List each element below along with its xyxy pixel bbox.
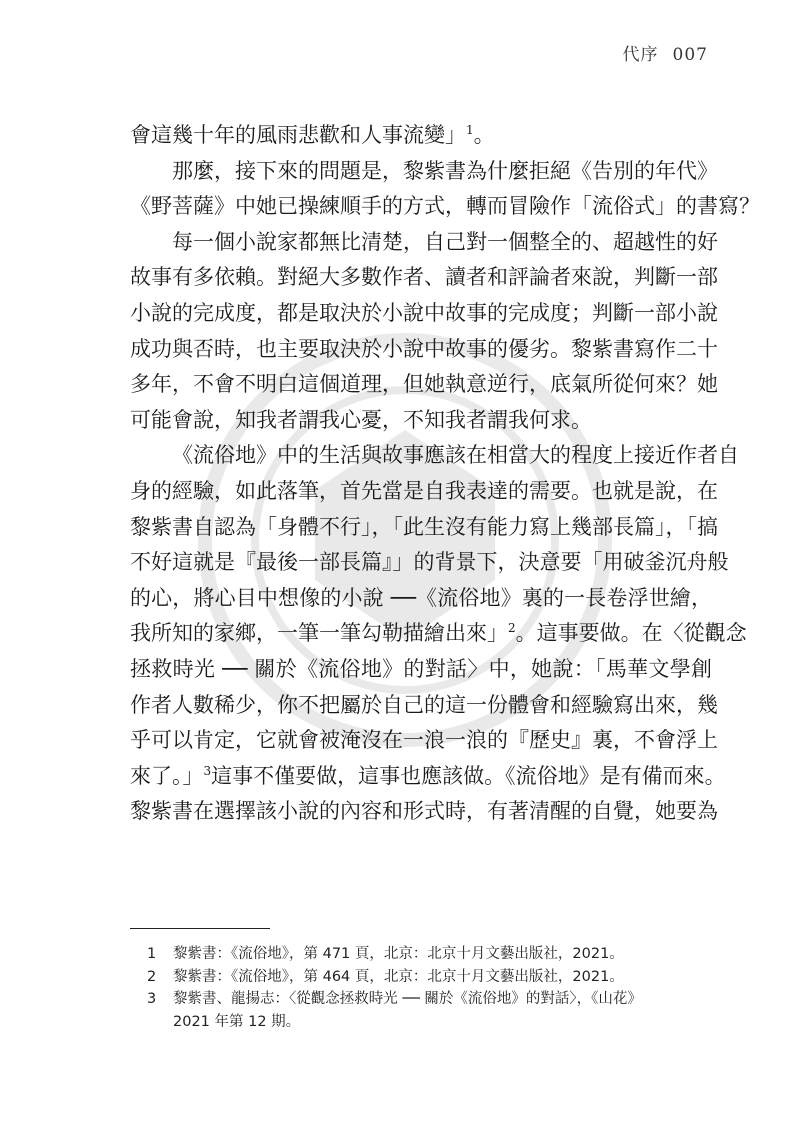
footnote <box>147 966 715 989</box>
line-text: 可能會說，知我者謂我心憂，不知我者謂我何求。 <box>130 407 592 432</box>
text-line <box>130 403 712 439</box>
footnote-ref[interactable]: 3 <box>203 763 212 778</box>
text-line <box>130 616 747 652</box>
line-text: 拯救時光 ── 關於《流俗地》的對話〉中，她說：「馬華文學創 <box>130 656 712 681</box>
text-line <box>130 474 718 510</box>
text-line <box>130 545 729 581</box>
line-text: 的心，將心目中想像的小說 ──《流俗地》裏的一長卷浮世繪， <box>130 585 712 610</box>
line-text: 乎可以肯定，它就會被淹沒在一浪一浪的『歷史』裏，不會浮上 <box>130 728 718 753</box>
footnote-text-continuation: 2021 年第 12 期。 <box>173 1013 301 1030</box>
line-text: 作者人數稀少，你不把屬於自己的這一份體會和經驗寫出來，幾 <box>130 692 718 717</box>
footnote-number: 2 <box>147 968 157 985</box>
footnote-ref[interactable]: 1 <box>466 123 474 137</box>
footnote <box>147 988 715 1033</box>
line-text: 我所知的家鄉，一筆一筆勾勒描繪出來」 <box>130 621 508 646</box>
text-line <box>130 296 718 332</box>
line-text: 成功與否時，也主要取決於小說中故事的優劣。黎紫書寫作二十 <box>130 336 718 361</box>
footnote-divider <box>130 928 270 929</box>
line-text: 每一個小說家都無比清楚，自己對一個整全的、超越性的好 <box>172 229 718 254</box>
page-number: 007 <box>672 45 708 65</box>
text-line <box>130 581 712 617</box>
running-header <box>623 40 708 65</box>
line-text: 那麼，接下來的問題是，黎紫書為什麼拒絕《告別的年代》 <box>172 158 718 183</box>
footnote-text: 黎紫書：《流俗地》，第 471 頁，北京：北京十月文藝出版社，2021。 <box>173 946 624 962</box>
line-text: 《野菩薩》中她已操練順手的方式，轉而冒險作「流俗式」的書寫？ <box>130 194 760 219</box>
text-line <box>130 225 718 261</box>
line-text: 會這幾十年的風雨悲歡和人事流變」 <box>130 123 466 147</box>
text-line <box>130 759 726 795</box>
text-line <box>130 688 718 724</box>
body-text <box>130 118 760 830</box>
line-text-after: 。這事要做。在〈從觀念 <box>515 621 747 646</box>
text-line <box>130 189 760 225</box>
text-line <box>130 510 718 546</box>
line-text: 身的經驗，如此落筆，首先當是自我表達的需要。也就是說，在 <box>130 478 718 503</box>
footnotes <box>147 943 715 1033</box>
line-text: 多年，不會不明白這個道理，但她執意逆行，底氣所從何來？她 <box>130 372 718 397</box>
footnote-text: 黎紫書：《流俗地》，第 464 頁，北京：北京十月文藝出版社，2021。 <box>173 968 624 985</box>
text-line <box>130 438 739 474</box>
line-text: 來了。」 <box>130 763 204 788</box>
text-line <box>130 260 718 296</box>
footnote-text: 黎紫書、龍揚志：〈從觀念拯救時光 ── 關於《流俗地》的對話〉，《山花》 <box>173 991 642 1007</box>
line-text: 黎紫書在選擇該小說的內容和形式時，有著清醒的自覺，她要為 <box>130 799 718 824</box>
text-line <box>130 118 712 154</box>
text-line <box>130 652 712 688</box>
text-line <box>130 367 718 403</box>
footnote-ref[interactable]: 2 <box>508 621 516 636</box>
line-text-after: 。 <box>473 123 495 147</box>
text-line <box>130 794 718 830</box>
chapter-title: 代序 <box>622 45 659 65</box>
line-text: 不好這就是『最後一部長篇』」的背景下，決意要「用破釜沉舟般 <box>130 550 729 575</box>
text-line <box>130 723 718 759</box>
text-line <box>130 332 718 368</box>
line-text-after: 這事不僅要做，這事也應該做。《流俗地》是有備而來。 <box>211 763 726 788</box>
footnote-number: 3 <box>147 991 157 1007</box>
footnote-number: 1 <box>147 946 157 962</box>
line-text: 《流俗地》中的生活與故事應該在相當大的程度上接近作者自 <box>172 443 739 468</box>
line-text: 故事有多依賴。對絕大多數作者、讀者和評論者來說，判斷一部 <box>130 265 718 290</box>
text-line <box>130 154 718 190</box>
line-text: 小說的完成度，都是取決於小說中故事的完成度；判斷一部小說 <box>130 300 718 325</box>
footnote <box>147 943 715 966</box>
line-text: 黎紫書自認為「身體不行」，「此生沒有能力寫上幾部長篇」，「搞 <box>130 514 718 539</box>
